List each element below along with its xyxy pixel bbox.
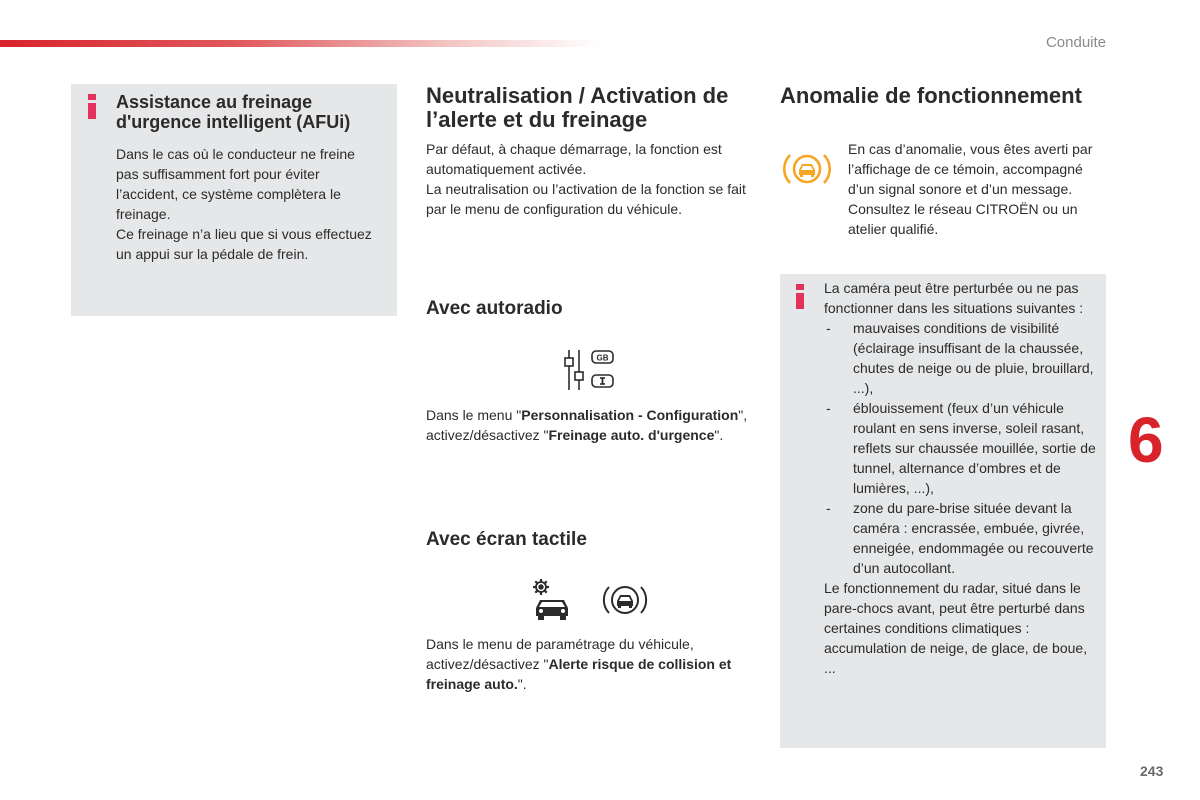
autoradio-text: Dans le menu "Personnalisation - Configuration", activez/désactivez "Freinage auto. d'urgence". [426,407,748,443]
anomaly-text: En cas d’anomalie, vous êtes averti par l’affichage de ce témoin, accompagné d’un signal sonore et d’un message. Consultez le réseau CITROËN ou un atelier qualifié. [848,141,1093,237]
section-label: Conduite [1045,34,1106,51]
emergency-braking-icon [602,580,648,620]
radar-text: Le fonctionnement du radar, situé dans le pare-chocs avant, peut être perturbé dans certaines conditions climatiques : accumulation de neige, de glace, de boue, ... [824,580,1088,676]
touchscreen-heading: Avec écran tactile [426,529,587,550]
afu-text: Dans le cas où le conducteur ne freine pas suffisamment fort pour éviter l’accident, ce système complètera le freinage. Ce freinage n’a lieu que si vous effectuez un appui sur la pédale de frein. [116,146,372,262]
afu-info-box [71,84,397,316]
camera-info-box [780,274,1106,748]
neutralisation-text: Par défaut, à chaque démarrage, la fonction est automatiquement activée. La neutralisation ou l’activation de la fonction se fait par le menu de configuration du véhicule. [426,141,746,217]
touchscreen-text: Dans le menu de paramétrage du véhicule, activez/désactivez "Alerte risque de collision et freinage auto.". [426,636,732,692]
neutralisation-heading: Neutralisation / Activation de l’alerte et du freinage [426,83,729,132]
camera-info-text [824,278,1096,678]
chapter-number: 6 [1128,404,1164,476]
list-item: - éblouissement (feux d’un véhicule roulant en sens inverse, soleil rasant, reflets sur chaussée mouillée, sortie de tunnel, alternance d’ombres et de lumières, ...), [826,400,1096,496]
camera-conditions-list [824,318,1096,578]
page-number: 243 [1140,763,1164,779]
autoradio-heading: Avec autoradio [426,298,563,319]
settings-sliders-icon [563,348,615,392]
gb-flag-text: GB [596,353,609,363]
anomaly-heading: Anomalie de fonctionnement [780,83,1082,108]
car-settings-icon [530,578,574,622]
camera-intro: La caméra peut être perturbée ou ne pas fonctionner dans les situations suivantes : [824,280,1084,316]
emergency-braking-warning-icon [783,146,831,192]
list-item: - mauvaises conditions de visibilité (éclairage insuffisant de la chaussée, chutes de neige ou de pluie, brouillard, ...), [826,320,1094,396]
list-item: - zone du pare-brise située devant la caméra : encrassée, embuée, givrée, enneigée, endommagée ou recouverte d’un autocollant. [826,500,1094,576]
header-accent-bar [0,40,600,47]
afu-title: Assistance au freinage d'urgence intelligent (AFUi) [116,92,351,132]
